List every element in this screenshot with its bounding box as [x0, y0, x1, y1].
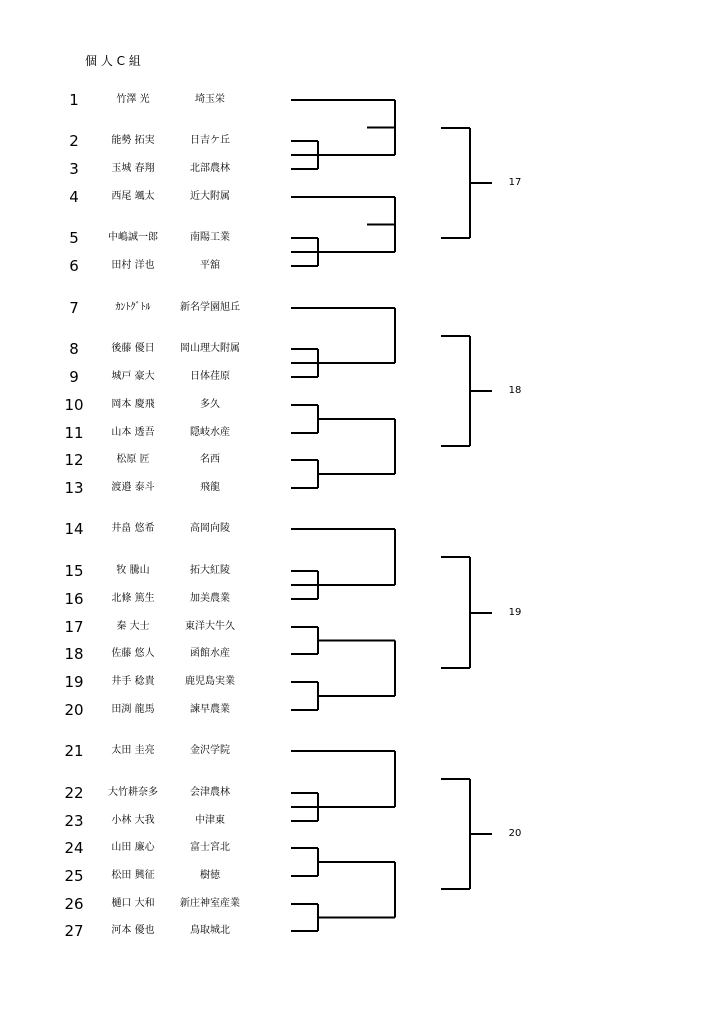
- entry-school: 近大附属: [190, 191, 230, 202]
- entry-seed: 11: [64, 424, 84, 442]
- entry-school: 拓大紅陵: [190, 565, 230, 576]
- entry-school: 函館水産: [190, 648, 230, 659]
- entry-seed: 1: [69, 91, 79, 109]
- entry-school: 鳥取城北: [190, 925, 230, 936]
- entry-seed: 7: [69, 299, 79, 317]
- entry-school: 埼玉栄: [195, 94, 225, 105]
- entry-school: 諫早農業: [190, 704, 230, 715]
- bracket-output-label: 18: [508, 385, 522, 396]
- entry-name: 秦 大士: [116, 621, 150, 632]
- entry-seed: 9: [69, 368, 79, 386]
- entry-name: 田村 洋也: [111, 260, 155, 271]
- entry-school: 富士宮北: [190, 842, 230, 853]
- entry-name: 牧 騰山: [116, 565, 150, 576]
- entry-school: 飛龍: [200, 482, 220, 493]
- entry-seed: 22: [64, 784, 84, 802]
- entry-seed: 6: [69, 257, 79, 275]
- entry-school: 新庄神室産業: [180, 898, 240, 909]
- entry-school: 岡山理大附属: [180, 343, 240, 354]
- page-title: 個 人 C 組: [85, 54, 141, 68]
- entry-seed: 14: [64, 520, 84, 538]
- entry-name: 玉城 春翔: [111, 163, 155, 174]
- entry-seed: 15: [64, 562, 84, 580]
- entry-seed: 8: [69, 340, 79, 358]
- entry-school: 東洋大牛久: [185, 621, 235, 632]
- entry-name: 後藤 優日: [111, 343, 155, 354]
- entry-seed: 25: [64, 867, 84, 885]
- entry-school: 北部農林: [190, 163, 230, 174]
- entry-school: 日吉ケ丘: [190, 135, 230, 146]
- entry-name: 中嶋誠一郎: [108, 232, 158, 243]
- entry-school: 鹿児島実業: [185, 676, 235, 687]
- bracket-output-label: 20: [508, 828, 522, 839]
- entry-name: 山本 透吾: [111, 427, 155, 438]
- entry-seed: 2: [69, 132, 79, 150]
- entry-seed: 13: [64, 479, 84, 497]
- entry-name: 竹澤 光: [116, 94, 150, 105]
- entry-seed: 4: [69, 188, 79, 206]
- entry-seed: 18: [64, 645, 84, 663]
- entry-name: 松田 興征: [111, 870, 155, 881]
- entry-school: 平舘: [200, 260, 220, 271]
- entry-name: 渡邉 泰斗: [111, 482, 155, 493]
- entry-school: 加美農業: [190, 593, 230, 604]
- entry-school: 多久: [200, 399, 220, 410]
- entry-school: 新名学園旭丘: [180, 302, 240, 313]
- entry-name: ｶﾝﾄｸﾞﾄﾙ: [115, 302, 151, 313]
- bracket-output-label: 19: [508, 607, 522, 618]
- entry-seed: 12: [64, 451, 84, 469]
- entry-name: 西尾 颯太: [111, 191, 155, 202]
- entry-name: 井手 稔貴: [111, 676, 155, 687]
- entry-seed: 27: [64, 922, 84, 940]
- entry-name: 樋口 大和: [111, 898, 155, 909]
- entry-name: 大竹耕奈多: [108, 787, 158, 798]
- entry-school: 日体荏原: [190, 371, 230, 382]
- entry-seed: 20: [64, 701, 84, 719]
- entry-name: 城戸 豪大: [111, 371, 155, 382]
- entry-name: 岡本 慶飛: [111, 399, 155, 410]
- entry-school: 会津農林: [190, 787, 230, 798]
- entry-school: 隠岐水産: [190, 427, 230, 438]
- entry-school: 中津東: [195, 815, 225, 826]
- entry-school: 高岡向陵: [190, 523, 230, 534]
- entry-name: 能勢 拓実: [111, 135, 155, 146]
- entry-name: 松原 匠: [116, 454, 150, 465]
- entry-name: 小林 大我: [111, 815, 155, 826]
- entry-seed: 24: [64, 839, 84, 857]
- entry-school: 樹徳: [200, 870, 220, 881]
- entry-name: 太田 圭亮: [111, 745, 155, 756]
- entry-school: 名西: [200, 454, 220, 465]
- entry-seed: 19: [64, 673, 84, 691]
- entry-seed: 17: [64, 618, 84, 636]
- entry-school: 金沢学院: [190, 745, 230, 756]
- entry-name: 北條 篤生: [111, 593, 155, 604]
- entry-seed: 21: [64, 742, 84, 760]
- entry-name: 井畠 悠希: [111, 523, 155, 534]
- entry-name: 山田 廉心: [111, 842, 155, 853]
- entry-seed: 10: [64, 396, 84, 414]
- entry-seed: 3: [69, 160, 79, 178]
- entry-seed: 5: [69, 229, 79, 247]
- entry-seed: 26: [64, 895, 84, 913]
- entry-name: 佐藤 悠人: [111, 648, 155, 659]
- bracket-output-label: 17: [508, 177, 522, 188]
- entry-name: 河本 優也: [111, 925, 155, 936]
- entry-school: 南陽工業: [190, 232, 230, 243]
- entry-seed: 23: [64, 812, 84, 830]
- entry-seed: 16: [64, 590, 84, 608]
- entry-name: 田渕 龍馬: [111, 704, 155, 715]
